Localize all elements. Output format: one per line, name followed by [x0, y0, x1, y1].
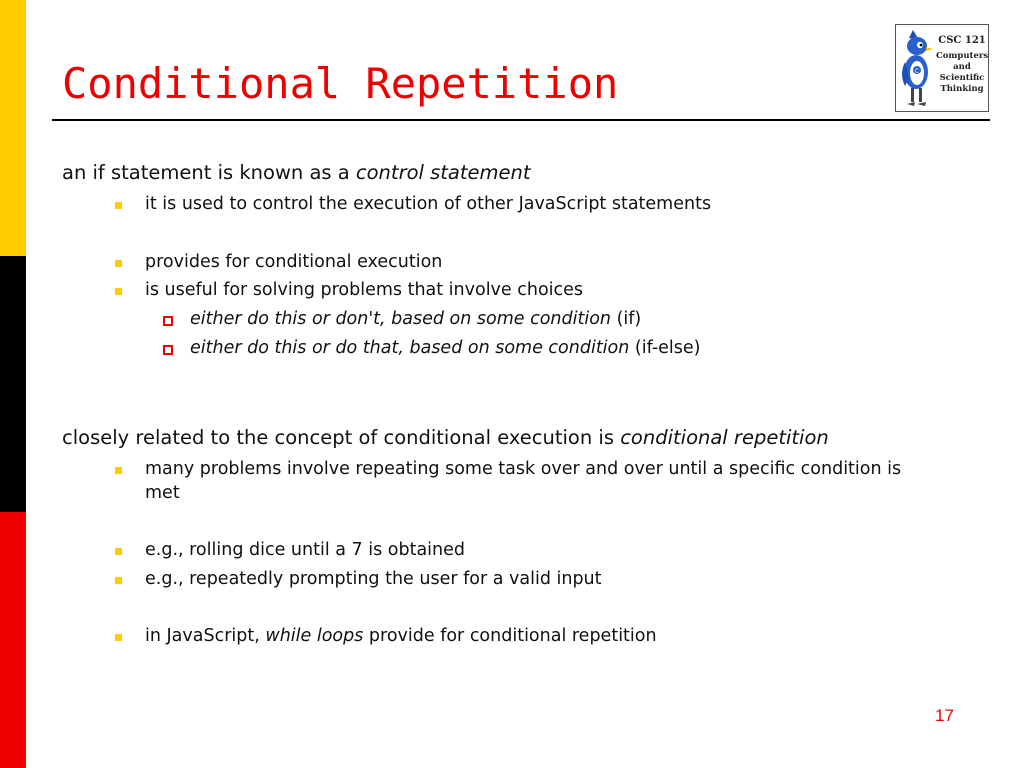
logo-course-code: CSC 121: [938, 35, 986, 46]
bullet-square-icon: [115, 202, 122, 209]
logo-line-2: and: [953, 62, 971, 72]
slide-title: Conditional Repetition: [62, 59, 619, 108]
bullet-item: e.g., repeatedly prompting the user for a valid input: [145, 569, 602, 589]
bullet-item: many problems involve repeating some task over and over until a specific condition is met: [145, 459, 902, 503]
bullet-square-icon: [115, 288, 122, 295]
bullet-text: provide for conditional repetition: [363, 626, 657, 646]
paragraph-text: an if statement is known as a: [62, 161, 356, 184]
paragraph-text: closely related to the concept of conditional execution is: [62, 426, 621, 449]
logo-line-3: Scientific: [939, 73, 985, 83]
bullet-item: e.g., rolling dice until a 7 is obtained: [145, 540, 465, 560]
paragraph-emphasis: control statement: [355, 161, 531, 184]
page-number: 17: [935, 706, 954, 725]
bullet-item: provides for conditional execution: [145, 252, 443, 272]
bullet-square-icon: [115, 577, 122, 584]
svg-text:C: C: [914, 68, 920, 75]
logo-line-1: Computers: [936, 51, 989, 61]
paragraph-control-statement: [62, 160, 531, 186]
sub-bullet-text: (if): [611, 309, 642, 329]
bullet-square-icon: [115, 548, 122, 555]
bullet-item: is useful for solving problems that involve choices: [145, 280, 584, 300]
bullet-hollow-square-icon: [163, 345, 173, 355]
bullet-item: it is used to control the execution of other JavaScript statements: [145, 194, 712, 214]
sub-bullet-item: [190, 307, 641, 331]
bullet-text: in JavaScript,: [145, 626, 266, 646]
bullet-square-icon: [115, 467, 122, 474]
paragraph-emphasis: conditional repetition: [620, 426, 829, 449]
bullet-emphasis: while loops: [265, 626, 364, 646]
sub-bullet-text: (if-else): [629, 338, 701, 358]
bullet-square-icon: [115, 634, 122, 641]
bullet-hollow-square-icon: [163, 316, 173, 326]
sub-bullet-item: [190, 336, 700, 360]
bullet-item: [145, 624, 657, 648]
sub-bullet-emphasis: either do this or do that, based on some condition: [190, 338, 630, 358]
paragraph-conditional-repetition: [62, 425, 829, 451]
bullet-square-icon: [115, 260, 122, 267]
sub-bullet-emphasis: either do this or don't, based on some condition: [190, 309, 612, 329]
logo-line-4: Thinking: [940, 84, 984, 94]
